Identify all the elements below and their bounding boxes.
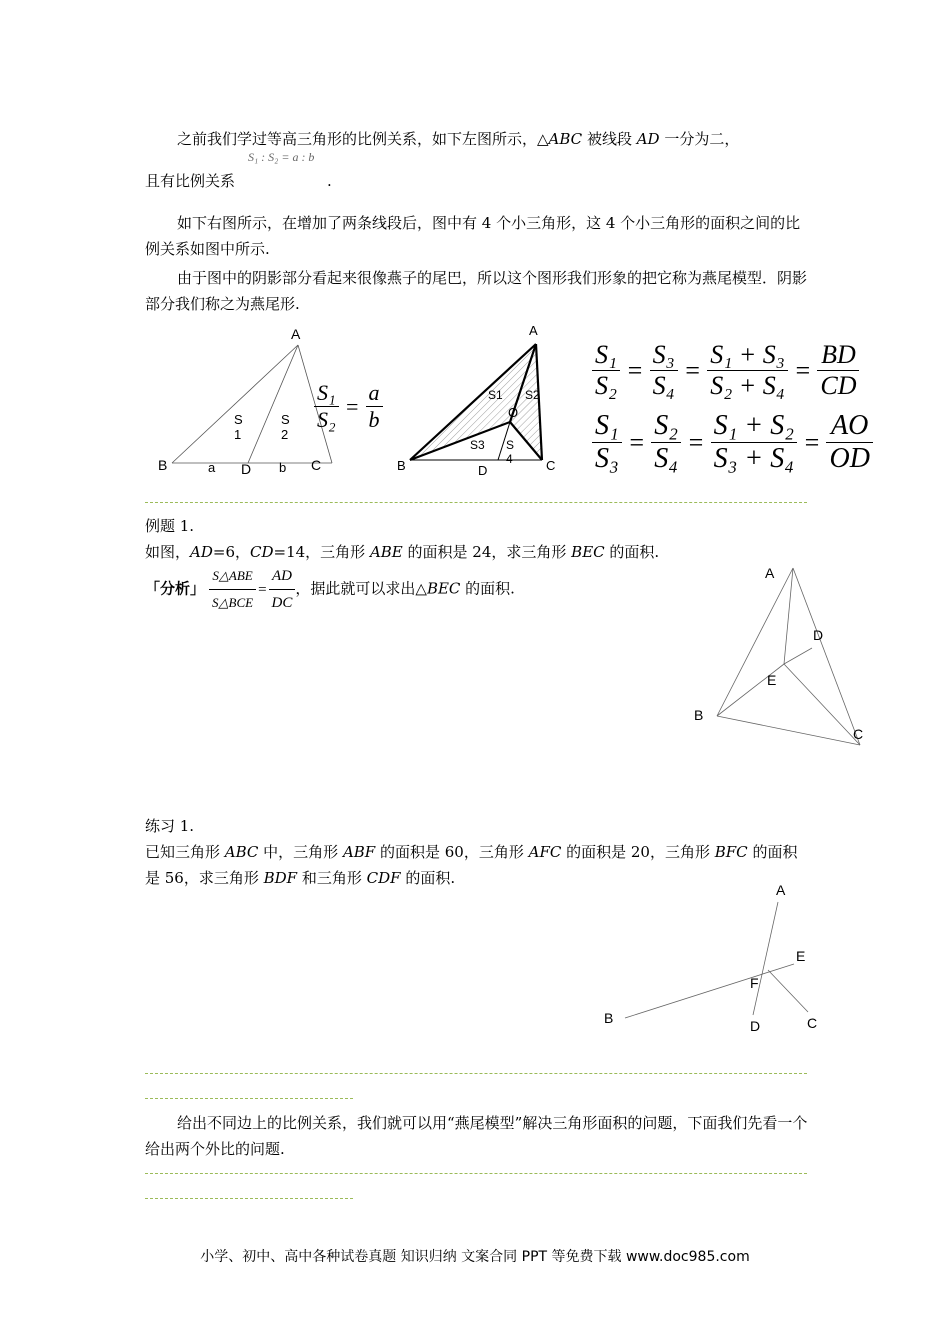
fig1-label-s1: S 1 (234, 412, 243, 442)
intro-paragraph-3: 由于图中的阴影部分看起来很像燕子的尾巴，所以这个图形我们形象的把它称为燕尾模型．阴影部分我们称之为燕尾形. (145, 269, 808, 313)
intro-paragraph-1-cont: 且有比例关系 . (145, 172, 332, 190)
fig1-label-c: C (311, 457, 322, 473)
formula-row-2: $\frac{\text{S₁}}{\text{S₃}}$ = $\frac{\text{S₂}}{\text{S₄}}$ = $\frac{\text{S₁ + S₂}}{\text{S₃ + S₄}}$ = $\frac{AO}{OD}$ (592, 410, 873, 475)
fig2-label-s3: S3 (470, 438, 485, 452)
fig2-label-s2: S2 (525, 388, 540, 402)
divider-3-continued (145, 1198, 353, 1199)
footer: 小学、初中、高中各种试卷真题 知识归纳 文案合同 PPT 等免费下载 www.doc985.com (200, 1249, 750, 1265)
example-1-title: 例题 1. (145, 517, 195, 535)
practice-1-label-a: A (776, 882, 786, 898)
practice-1-label-e: E (796, 948, 806, 964)
figure-swallowtail (390, 330, 570, 480)
intro-paragraph-1: 之前我们学过等高三角形的比例关系，如下左图所示，△ABC 被线段 AD 一分为二， (177, 130, 740, 148)
practice-1-title: 练习 1. (145, 817, 195, 835)
example-1-figure (700, 560, 870, 760)
example-1-analysis: 「分析」 $\frac{\text{S△ABE}}{\text{S△BCE}}$ = $\frac{AD}{DC}$ ，据此就可以求出△BEC 的面积. (145, 563, 515, 616)
fig2-label-a: A (529, 323, 538, 338)
ratio-formula: S₁ : S₂ = a : b (248, 150, 315, 164)
divider-1 (145, 502, 807, 503)
practice-1-question: 已知三角形 ABC 中，三角形 ABF 的面积是 60，三角形 AFC 的面积是 20，三角形 BFC 的面积是 56，求三角形 BDF 和三角形 CDF 的面积. (145, 843, 798, 887)
divider-2-continued (145, 1098, 353, 1099)
fig1-ratio-formula: $\frac{\text{S₁}}{\text{S₂}}$ = $\frac{a}{b}$ (314, 380, 383, 433)
practice-1-label-b: B (604, 1010, 614, 1026)
fig1-label-a-lower: a (208, 460, 216, 475)
example-1-question: 如图，AD=6，CD=14，三角形 ABE 的面积是 24，求三角形 BEC 的面积. (145, 543, 660, 561)
fig1-label-a: A (291, 326, 301, 342)
closing-paragraph: 给出不同边上的比例关系，我们就可以用“燕尾模型”解决三角形面积的问题，下面我们先看一个给出两个外比的问题. (145, 1114, 808, 1158)
example-1-label-b: B (694, 707, 704, 723)
fig1-label-b: B (158, 457, 168, 473)
divider-2 (145, 1073, 807, 1074)
formula-row-1: $\frac{\text{S₁}}{\text{S₂}}$ = $\frac{\text{S₃}}{\text{S₄}}$ = $\frac{\text{S₁ + S₃}}{\text{S₂ + S₄}}$ = $\frac{BD}{CD}$ (592, 340, 859, 401)
practice-1-label-f: F (750, 975, 759, 991)
example-1-label-a: A (765, 565, 775, 581)
segment-ad (248, 345, 298, 463)
fig2-label-s1: S1 (488, 388, 503, 402)
example-1-label-d: D (813, 627, 824, 643)
intro-paragraph-2: 如下右图所示，在增加了两条线段后，图中有 4 个小三角形，这 4 个小三角形的面积之间的比例关系如图中所示. (145, 214, 801, 258)
segment-ab (172, 345, 298, 463)
example-1-label-e: E (767, 672, 777, 688)
fig1-label-d: D (241, 461, 252, 477)
example-1-label-c: C (853, 726, 864, 742)
fig2-label-c: C (546, 458, 556, 473)
fig2-label-b: B (397, 458, 406, 473)
practice-1-label-d: D (750, 1018, 761, 1034)
fig2-label-o: O (508, 405, 519, 420)
divider-3 (145, 1173, 807, 1174)
fig2-label-s4: S 4 (506, 438, 515, 466)
practice-1-label-c: C (807, 1015, 818, 1031)
fig2-label-d: D (478, 463, 488, 478)
fig1-label-s2: S 2 (281, 412, 290, 442)
fig1-label-b-lower: b (279, 460, 287, 475)
practice-1-figure (610, 890, 830, 1040)
